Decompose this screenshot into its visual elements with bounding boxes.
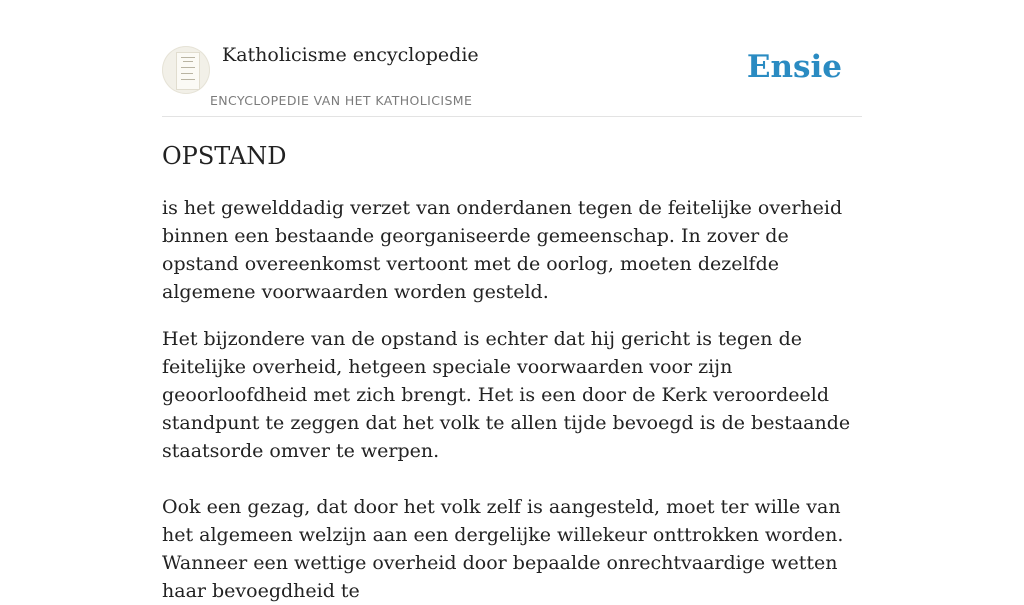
entry-title: OPSTAND	[162, 142, 287, 170]
article-paragraph: Het bijzondere van de opstand is echter dat hij gericht is tegen de feitelijke overheid, hetgeen speciale voorwaarden voor zijn geoorloofdheid met zich brengt. Het is een door de Kerk veroordeeld standpunt te zeggen dat het volk te allen tijde bevoegd is de bestaande staatsorde omver te werpen.	[162, 328, 851, 462]
site-header	[162, 0, 862, 117]
site-title[interactable]: Katholicisme encyclopedie	[222, 44, 479, 66]
article-paragraph: is het gewelddadig verzet van onderdanen tegen de feitelijke overheid binnen een bestaande georganiseerde gemeenschap. In zover de opstand overeenkomst vertoont met de oorlog, moeten dezelfde algemene voorwaarden worden gesteld.	[162, 197, 843, 303]
book-page-icon	[176, 52, 200, 90]
site-logo-icon[interactable]	[162, 46, 210, 94]
brand-logo[interactable]: Ensie	[746, 49, 842, 85]
content-container	[162, 0, 862, 605]
article-paragraph: Ook een gezag, dat door het volk zelf is aangesteld, moet ter wille van het algemeen welzijn aan een dergelijke willekeur onttrokken worden. Wanneer een wettige overheid door bepaalde onrechtvaardige wetten haar bevoegdheid te	[162, 496, 844, 602]
site-subtitle: ENCYCLOPEDIE VAN HET KATHOLICISME	[210, 93, 473, 108]
